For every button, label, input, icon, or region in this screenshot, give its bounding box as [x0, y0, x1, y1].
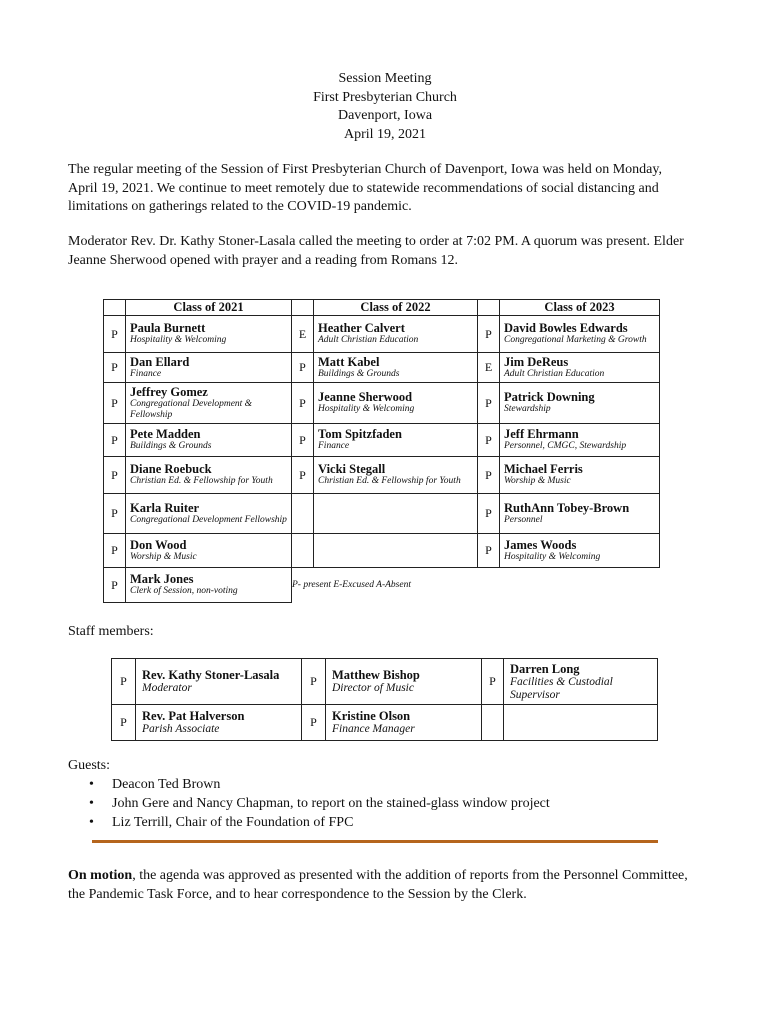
attendance-status: P — [104, 353, 126, 383]
list-item — [89, 794, 550, 813]
member-role: Congregational Development Fellowship — [130, 514, 287, 525]
motion-text: , the agenda was approved as presented with the addition of reports from the Personnel Committee, the Pandemic Task Force, and to hear correspondence to the Session by the Clerk. — [68, 868, 688, 902]
guest-name: Liz Terrill, Chair of the Foundation of FPC — [112, 815, 354, 830]
member-role: Finance — [130, 368, 162, 379]
staff-name: Kristine Olson — [332, 709, 411, 723]
attendance-status: P — [112, 705, 136, 741]
attendance-status: P — [292, 424, 314, 457]
guest-name: John Gere and Nancy Chapman, to report on the stained-glass window project — [112, 796, 550, 811]
member-cell — [314, 424, 478, 457]
guest-list — [68, 775, 550, 832]
member-role: Adult Christian Education — [318, 335, 419, 346]
empty-status — [292, 494, 314, 534]
attendance-status: P — [104, 457, 126, 494]
staff-role: Moderator — [142, 682, 192, 694]
member-role: Adult Christian Education — [504, 368, 605, 379]
member-role: Hospitality & Welcoming — [130, 335, 227, 346]
member-role: Stewardship — [504, 404, 551, 415]
staff-name: Darren Long — [510, 661, 580, 676]
member-role: Hospitality & Welcoming — [504, 551, 601, 562]
list-item — [89, 775, 550, 794]
attendance-status: P — [104, 424, 126, 457]
attendance-status: E — [478, 353, 500, 383]
attendance-status: P — [478, 494, 500, 534]
member-cell — [314, 353, 478, 383]
staff-name: Matthew Bishop — [332, 668, 420, 682]
table-row — [104, 568, 660, 603]
empty-cell — [314, 494, 478, 534]
member-cell — [126, 457, 292, 494]
member-name: Mark Jones — [130, 572, 194, 587]
member-name: RuthAnn Tobey-Brown — [504, 500, 630, 515]
member-role: Finance — [318, 441, 350, 452]
staff-role: Parish Associate — [142, 723, 220, 735]
elder-roster-table — [103, 299, 660, 603]
table-row — [104, 424, 660, 457]
empty-status — [482, 705, 504, 741]
member-cell — [126, 568, 292, 603]
staff-members-label: Staff members: — [68, 624, 154, 639]
table-row — [104, 353, 660, 383]
attendance-status: P — [104, 534, 126, 568]
member-cell — [500, 316, 660, 353]
attendance-status: P — [104, 316, 126, 353]
attendance-status: P — [104, 383, 126, 424]
member-role: Worship & Music — [130, 551, 197, 562]
table-row — [104, 457, 660, 494]
class-2022-header: Class of 2022 — [314, 300, 478, 316]
member-role: Personnel — [504, 514, 543, 525]
member-role: Christian Ed. & Fellowship for Youth — [130, 476, 273, 487]
member-name: Jeff Ehrmann — [504, 427, 579, 442]
attendance-legend: P- present E-Excused A-Absent — [292, 580, 411, 591]
member-name: Jeanne Sherwood — [318, 390, 413, 405]
guest-name: Deacon Ted Brown — [112, 777, 221, 792]
table-row — [112, 659, 658, 705]
member-role: Buildings & Grounds — [130, 441, 212, 452]
section-divider — [92, 840, 658, 843]
church-location: Davenport, Iowa — [337, 108, 433, 123]
table-row — [112, 705, 658, 741]
attendance-status: P — [302, 659, 326, 705]
table-row — [104, 383, 660, 424]
member-cell — [500, 457, 660, 494]
bullet-icon: • — [89, 796, 94, 811]
call-to-order-paragraph: Moderator Rev. Dr. Kathy Stoner-Lasala called the meeting to order at 7:02 PM. A quorum was present. Elder Jeanne Sherwood opened with prayer and a reading from Romans 12. — [68, 234, 684, 268]
attendance-status: P — [478, 383, 500, 424]
staff-role: Director of Music — [332, 682, 414, 694]
staff-cell — [326, 659, 482, 705]
member-name: Don Wood — [130, 537, 187, 552]
member-role: Buildings & Grounds — [318, 368, 400, 379]
class-2021-header: Class of 2021 — [126, 300, 292, 316]
table-row — [104, 494, 660, 534]
member-cell — [314, 383, 478, 424]
attendance-status: P — [478, 316, 500, 353]
staff-role: Finance Manager — [332, 723, 415, 735]
meeting-date: April 19, 2021 — [343, 126, 427, 142]
staff-role: Facilities & Custodial Supervisor — [510, 675, 613, 701]
member-cell — [126, 494, 292, 534]
staff-cell — [504, 659, 658, 705]
member-name: Michael Ferris — [504, 462, 583, 477]
staff-cell — [136, 659, 302, 705]
attendance-status: P — [478, 534, 500, 568]
attendance-status: P — [302, 705, 326, 741]
attendance-status: P — [478, 457, 500, 494]
church-name: First Presbyterian Church — [313, 89, 457, 105]
member-cell — [314, 316, 478, 353]
attendance-status: P — [478, 424, 500, 457]
member-role: Congregational Marketing & Growth — [504, 335, 647, 346]
meeting-title: Session Meeting — [338, 71, 432, 86]
staff-name: Rev. Kathy Stoner-Lasala — [142, 668, 280, 682]
attendance-status: P — [104, 494, 126, 534]
staff-cell — [326, 705, 482, 741]
member-name: Jim DeReus — [504, 354, 569, 369]
member-role: Hospitality & Welcoming — [318, 404, 415, 415]
member-name: Paula Burnett — [130, 321, 206, 336]
member-cell — [314, 457, 478, 494]
member-cell — [126, 383, 292, 424]
member-name: David Bowles Edwards — [504, 321, 628, 336]
attendance-status: P — [292, 353, 314, 383]
bullet-icon: • — [89, 815, 94, 830]
member-name: Diane Roebuck — [130, 462, 212, 477]
member-name: Jeffrey Gomez — [130, 384, 208, 399]
table-row — [104, 316, 660, 353]
member-name: Dan Ellard — [130, 354, 190, 369]
empty-status — [292, 534, 314, 568]
member-name: Pete Madden — [130, 427, 201, 442]
attendance-status: P — [482, 659, 504, 705]
member-role: Christian Ed. & Fellowship for Youth — [318, 476, 461, 487]
member-cell — [126, 534, 292, 568]
empty-cell — [504, 705, 658, 741]
attendance-status: P — [292, 383, 314, 424]
attendance-status: P — [292, 457, 314, 494]
motion-lead: On motion — [68, 868, 133, 883]
member-name: Matt Kabel — [318, 354, 380, 369]
staff-name: Rev. Pat Halverson — [142, 709, 245, 723]
staff-table — [111, 658, 658, 741]
document-header — [0, 70, 770, 144]
guests-section — [68, 756, 550, 832]
member-role: Congregational Development & Fellowship — [130, 398, 253, 420]
member-cell — [126, 316, 292, 353]
staff-cell — [136, 705, 302, 741]
bullet-icon: • — [89, 777, 94, 792]
member-cell — [126, 424, 292, 457]
member-name: Patrick Downing — [504, 390, 595, 405]
member-role: Worship & Music — [504, 476, 571, 487]
member-cell — [500, 424, 660, 457]
member-cell — [500, 494, 660, 534]
empty-cell — [314, 534, 478, 568]
roster-header-row — [104, 300, 660, 316]
member-cell — [126, 353, 292, 383]
member-name: Tom Spitzfaden — [318, 427, 402, 442]
intro-paragraph: The regular meeting of the Session of First Presbyterian Church of Davenport, Iowa was held on Monday, April 19, 2021. We continue to meet remotely due to statewide recommendations of social distancing and limitations on gatherings related to the COVID-19 pandemic. — [68, 162, 662, 214]
member-cell — [500, 534, 660, 568]
member-name: Vicki Stegall — [318, 462, 386, 477]
member-name: James Woods — [504, 537, 577, 552]
motion-paragraph — [68, 867, 688, 904]
member-role: Clerk of Session, non-voting — [130, 586, 238, 597]
guests-label: Guests: — [68, 758, 110, 773]
member-name: Heather Calvert — [318, 321, 405, 336]
member-role: Personnel, CMGC, Stewardship — [504, 441, 627, 452]
attendance-status: E — [292, 316, 314, 353]
member-cell — [500, 353, 660, 383]
attendance-status: P — [104, 568, 126, 603]
attendance-status: P — [112, 659, 136, 705]
member-name: Karla Ruiter — [130, 500, 200, 515]
list-item — [89, 813, 550, 832]
class-2023-header: Class of 2023 — [500, 300, 660, 316]
member-cell — [500, 383, 660, 424]
table-row — [104, 534, 660, 568]
